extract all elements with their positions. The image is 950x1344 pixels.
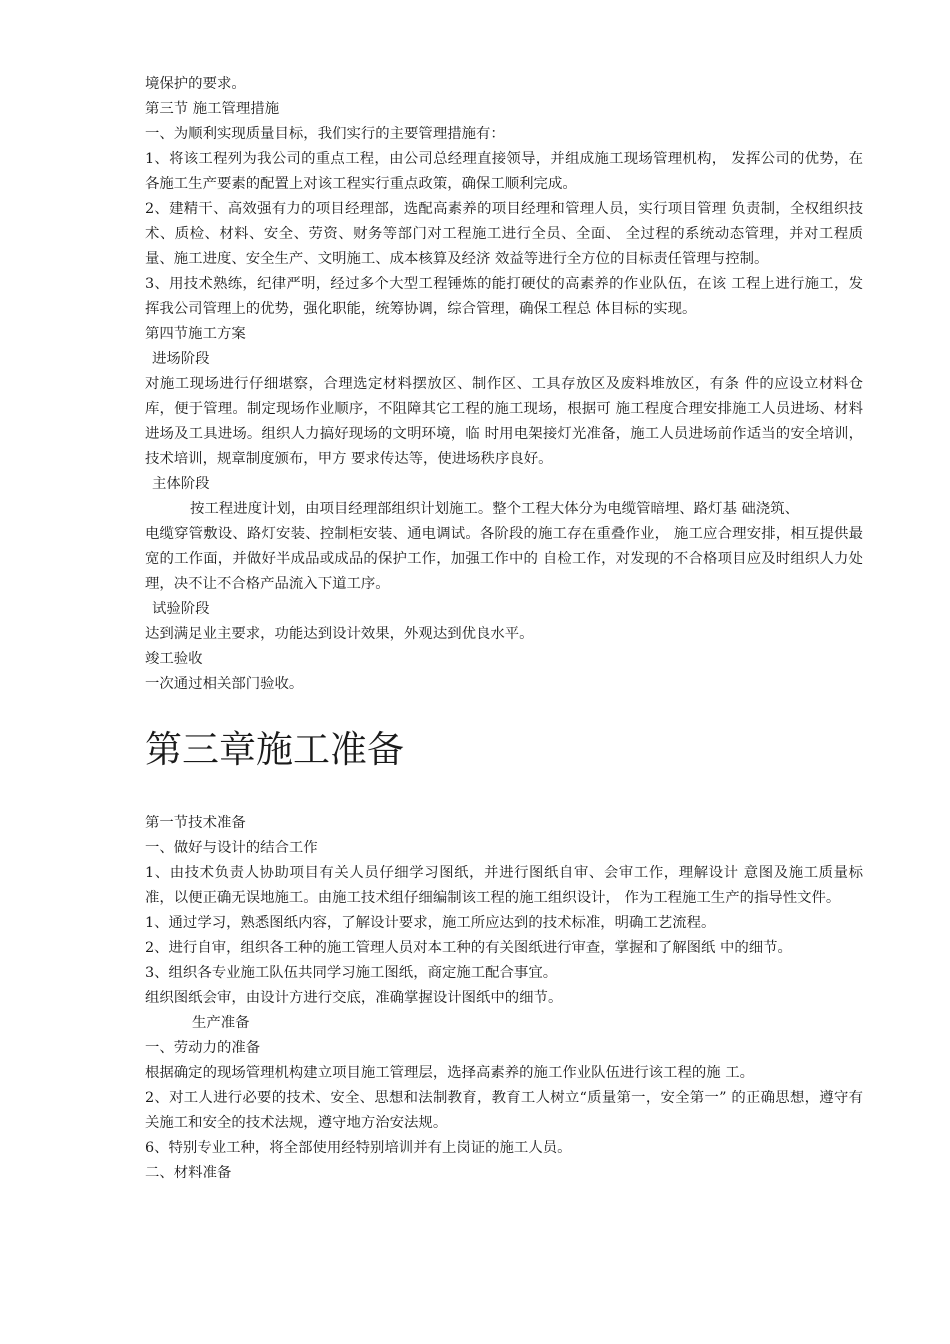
chapter-title: 第三章施工准备 [145,728,404,771]
text-line: 根据确定的现场管理机构建立项目施工管理层，选择高素养的施工作业队伍进行该工程的施 工。 [145,1065,754,1081]
text-line: 一次通过相关部门验收。 [145,676,304,692]
document-page [145,72,863,1186]
text-line: 1、通过学习，熟悉图纸内容，了解设计要求，施工所应达到的技术标准，明确工艺流程。 [145,915,716,931]
paragraph: 3、用技术熟练，纪律严明，经过多个大型工程锤炼的能打硬仗的高素养的作业队伍，在该 工程上进行施工，发挥我公司管理上的优势，强化职能，统筹协调，综合管理，确保工程总 体目标的实现。 [145,276,863,317]
subsection-heading: 竣工验收 [145,651,203,667]
text-line: 2、进行自审，组织各工种的施工管理人员对本工种的有关图纸进行审查，掌握和了解图纸 中的细节。 [145,940,792,956]
subsection-heading: 进场阶段 [152,351,210,367]
paragraph: 2、建精干、高效强有力的项目经理部，选配高素养的项目经理和管理人员，实行项目管理 负责制，全权组织技术、质检、材料、安全、劳资、财务等部门对工程施工进行全员、全面、 全过程的系统动态管理，并对工程质量、施工进度、安全生产、文明施工、成本核算及经济 效益等进行全方位的目标责任管理与控制。 [145,201,863,267]
text-line: 按工程进度计划，由项目经理部组织计划施工。整个工程大体分为电缆管暗埋、路灯基 础浇筑、 [190,501,799,517]
spacer [145,773,863,811]
paragraph: 2、对工人进行必要的技术、安全、思想和法制教育，教育工人树立“质量第一，安全第一” 的正确思想，遵守有关施工和安全的技术法规，遵守地方治安法规。 [145,1090,863,1131]
subsection-heading: 主体阶段 [152,476,210,492]
section-heading: 第三节 施工管理措施 [145,101,280,117]
section-heading: 生产准备 [192,1015,250,1031]
text-line: 3、组织各专业施工队伍共同学习施工图纸，商定施工配合事宜。 [145,965,558,981]
text-line: 一、为顺利实现质量目标，我们实行的主要管理措施有： [145,126,505,142]
paragraph: 1、由技术负责人协助项目有关人员仔细学习图纸，并进行图纸自审、会审工作，理解设计 意图及施工质量标准，以便正确无误地施工。由施工技术组仔细编制该工程的施工组织设计， 作为工程施工生产的指导性文件。 [145,865,863,906]
paragraph: 电缆穿管敷设、路灯安装、控制柜安装、通电调试。各阶段的施工存在重叠作业， 施工应合理安排，相互提供最宽的工作面，并做好半成品或成品的保护工作，加强工作中的 自检工作，对发现的不合格项目应及时组织人力处理，决不让不合格产品流入下道工序。 [145,526,863,592]
text-line: 达到满足业主要求，功能达到设计效果，外观达到优良水平。 [145,626,534,642]
text-line: 二、材料准备 [145,1165,232,1181]
subsection-heading: 试验阶段 [152,601,210,617]
text-line: 一、劳动力的准备 [145,1040,261,1056]
text-line: 6、特别专业工种，将全部使用经特别培训并有上岗证的施工人员。 [145,1140,572,1156]
text-line: 一、做好与设计的结合工作 [145,840,318,856]
text-line: 境保护的要求。 [145,76,246,92]
section-heading: 第一节技术准备 [145,815,246,831]
paragraph: 1、将该工程列为我公司的重点工程，由公司总经理直接领导，并组成施工现场管理机构， 发挥公司的优势，在各施工生产要素的配置上对该工程实行重点政策，确保工顺利完成。 [145,151,863,192]
section-heading: 第四节施工方案 [145,326,246,342]
text-line: 组织图纸会审，由设计方进行交底，准确掌握设计图纸中的细节。 [145,990,563,1006]
paragraph: 对施工现场进行仔细堪察，合理选定材料摆放区、制作区、工具存放区及废料堆放区，有条 件的应设立材料仓库，便于管理。制定现场作业顺序，不阻障其它工程的施工现场，根据可 施工程度合理安排施工人员进场、材料进场及工具进场。组织人力搞好现场的文明环境，临 时用电架接灯光准备，施工人员进场前作适当的安全培训，技术培训，规章制度颁布，甲方 要求传达等，使进场秩序良好。 [145,376,863,467]
